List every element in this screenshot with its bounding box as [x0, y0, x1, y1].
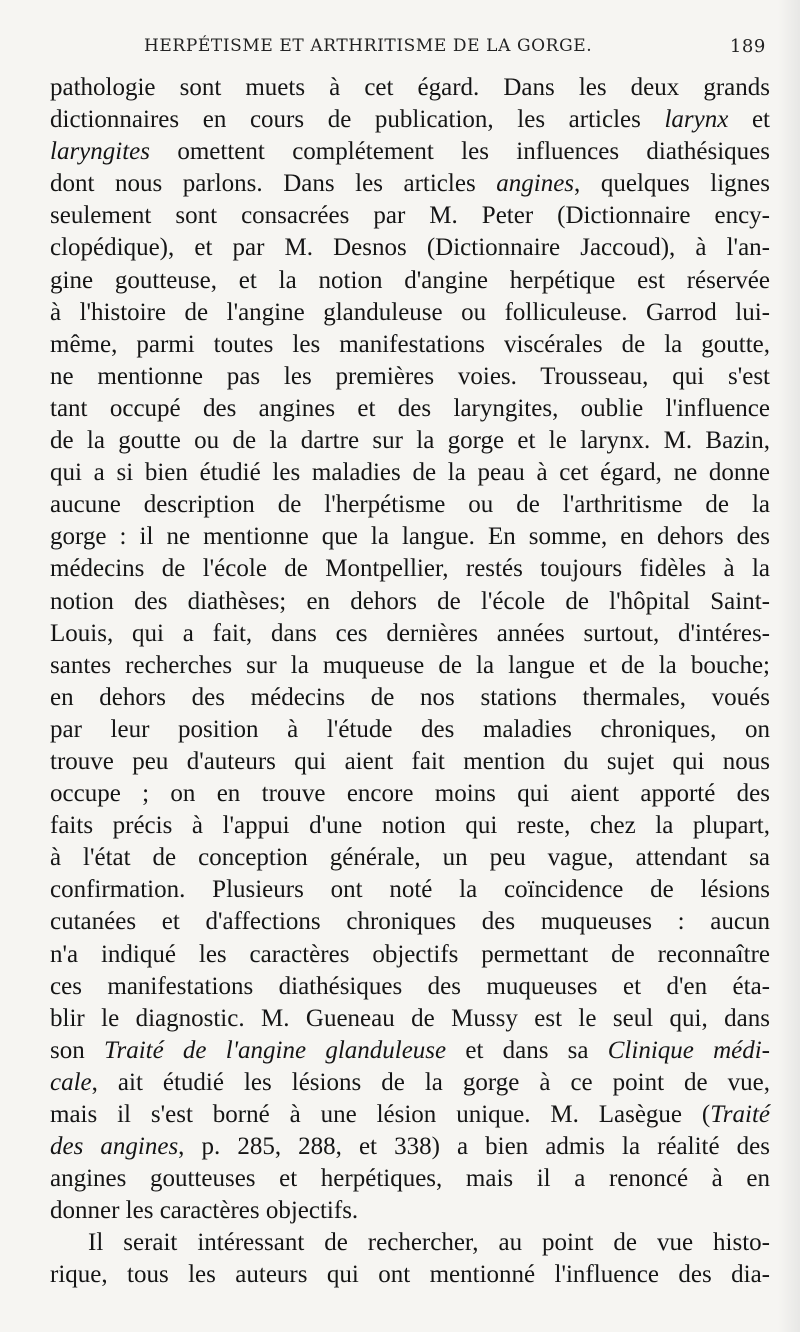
text-line — [50, 136, 770, 168]
text-segment: , p. 285, 288, et 338) a bien admis la réalité des — [178, 1133, 770, 1161]
text-segment: omettent complétement les influences diathésiques — [150, 138, 770, 166]
text-line — [50, 618, 770, 650]
text-segment: en dehors des médecins de nos stations thermales, voués — [50, 683, 770, 711]
text-segment: confirmation. Plusieurs ont noté la coïncidence de lésions — [50, 876, 770, 904]
text-line — [50, 1067, 770, 1099]
text-line — [50, 874, 770, 906]
text-segment: , ait étudié les lésions de la gorge à ce point de vue, — [91, 1068, 770, 1096]
text-line — [50, 810, 770, 842]
text-line — [50, 842, 770, 874]
text-segment: gine goutteuse, et la notion d'angine herpétique est réservée — [50, 266, 770, 294]
text-line — [50, 104, 770, 136]
text-line — [50, 1259, 770, 1291]
text-segment: gorge : il ne mentionne que la langue. En somme, en dehors des — [50, 523, 770, 551]
text-segment: Louis, qui a fait, dans ces dernières années surtout, d'intéres- — [50, 619, 770, 647]
text-segment: donner les caractères objectifs. — [50, 1197, 359, 1225]
text-line — [50, 297, 770, 329]
text-segment: seulement sont consacrées par M. Peter (Dictionnaire ency- — [50, 202, 770, 230]
text-line — [50, 168, 770, 200]
text-line — [50, 1195, 770, 1227]
italic-text: cale — [50, 1068, 92, 1096]
text-line — [50, 72, 770, 104]
text-segment: même, parmi toutes les manifestations viscérales de la goutte, — [50, 330, 770, 358]
text-segment: clopédique), et par M. Desnos (Dictionnaire Jaccoud), à l'an- — [50, 234, 770, 262]
text-line — [50, 939, 770, 971]
text-segment: et — [728, 106, 770, 134]
text-segment: ne mentionne pas les premières voies. Trousseau, qui s'est — [50, 362, 770, 390]
text-line — [50, 265, 770, 297]
text-segment: qui a si bien étudié les maladies de la peau à cet égard, ne donne — [50, 459, 770, 487]
text-line — [50, 778, 770, 810]
text-segment: Il serait intéressant de rechercher, au point de vue histo- — [88, 1229, 770, 1257]
italic-text: des angines — [50, 1133, 179, 1161]
text-line — [50, 1163, 770, 1195]
text-line — [50, 1003, 770, 1035]
text-segment: blir le diagnostic. M. Gueneau de Mussy est le seul qui, dans — [50, 1004, 770, 1032]
text-segment: faits précis à l'appui d'une notion qui reste, chez la plupart, — [50, 812, 770, 840]
text-segment: cutanées et d'affections chroniques des muqueuses : aucun — [50, 908, 770, 936]
text-line — [50, 329, 770, 361]
text-line — [50, 714, 770, 746]
italic-text: Traité de l'angine glanduleuse — [103, 1036, 447, 1064]
text-segment: santes recherches sur la muqueuse de la langue et de la bouche; — [50, 651, 770, 679]
text-line — [50, 553, 770, 585]
text-line — [50, 746, 770, 778]
text-segment: et dans sa — [446, 1036, 608, 1064]
text-segment: ces manifestations diathésiques des muqueuses et d'en éta- — [50, 972, 770, 1000]
text-segment: pathologie sont muets à cet égard. Dans les deux grands — [50, 74, 770, 101]
text-line — [50, 1099, 770, 1131]
text-line — [50, 586, 770, 618]
italic-text: Traité — [710, 1101, 770, 1128]
text-line — [50, 361, 770, 393]
text-line — [50, 650, 770, 682]
running-header — [50, 36, 770, 60]
text-line — [50, 457, 770, 489]
text-segment: par leur position à l'étude des maladies chroniques, on — [50, 715, 770, 743]
text-segment: dont nous parlons. Dans les articles — [50, 170, 497, 198]
text-line — [50, 521, 770, 553]
page-edge-shadow — [778, 0, 800, 1332]
text-segment: médecins de l'école de Montpellier, restés toujours fidèles à la — [50, 555, 770, 583]
text-segment: occupe ; on en trouve encore moins qui aient apporté des — [50, 780, 770, 808]
text-segment: tant occupé des angines et des laryngites, oublie l'influence — [50, 394, 770, 422]
text-line — [50, 971, 770, 1003]
text-segment: son — [50, 1036, 104, 1064]
text-segment: aucune description de l'herpétisme ou de l'arthritisme de la — [50, 491, 770, 519]
italic-text: angines — [496, 170, 575, 198]
text-segment: à l'état de conception générale, un peu vague, attendant sa — [50, 844, 770, 872]
italic-text: laryngites — [50, 138, 150, 166]
page-number: 189 — [729, 36, 766, 57]
body-text — [50, 72, 770, 1292]
text-line — [50, 393, 770, 425]
italic-text: larynx — [664, 106, 729, 134]
text-line — [50, 489, 770, 521]
text-segment: angines goutteuses et herpétiques, mais il a renoncé à en — [50, 1165, 770, 1193]
running-title: HERPÉTISME ET ARTHRITISME DE LA GORGE. — [144, 36, 593, 56]
text-line — [50, 232, 770, 264]
text-line — [50, 1035, 770, 1067]
text-segment: dictionnaires en cours de publication, les articles — [50, 106, 665, 134]
text-line — [50, 200, 770, 232]
text-line — [50, 906, 770, 938]
italic-text: Clinique médi- — [607, 1036, 771, 1064]
text-segment: notion des diathèses; en dehors de l'école de l'hôpital Saint- — [50, 587, 770, 615]
text-segment: n'a indiqué les caractères objectifs permettant de reconnaître — [50, 940, 770, 968]
text-line — [50, 682, 770, 714]
text-segment: de la goutte ou de la dartre sur la gorge et le larynx. M. Bazin, — [50, 427, 770, 455]
text-segment: rique, tous les auteurs qui ont mentionné l'influence des dia- — [50, 1261, 770, 1289]
text-segment: trouve peu d'auteurs qui aient fait mention du sujet qui nous — [50, 747, 770, 775]
text-segment: à l'histoire de l'angine glanduleuse ou folliculeuse. Garrod lui- — [50, 298, 770, 326]
text-line — [50, 1131, 770, 1163]
text-line — [50, 425, 770, 457]
text-segment: mais il s'est borné à une lésion unique. M. Lasègue ( — [50, 1101, 711, 1128]
text-segment: , quelques lignes — [574, 170, 770, 198]
text-line — [50, 1227, 770, 1259]
